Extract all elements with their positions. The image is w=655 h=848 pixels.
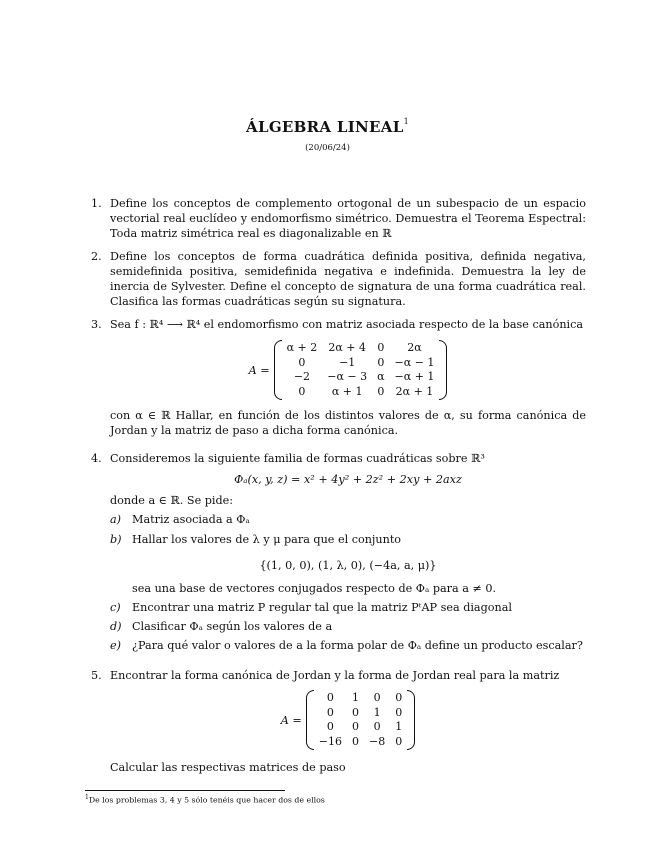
matrix-cell: 0	[352, 734, 359, 748]
matrix-cell: 2α	[407, 341, 422, 354]
part-a	[110, 512, 586, 532]
matrix-cell: 0	[298, 355, 306, 369]
problem-1	[91, 196, 586, 241]
left-paren	[306, 690, 314, 750]
matrix-cell: 2α + 1	[395, 384, 434, 398]
part-d	[110, 619, 586, 638]
vector-set-after: sea una base de vectores conjugados respecto de Φₐ para a ≠ 0.	[132, 582, 497, 595]
matrix-row	[314, 720, 407, 735]
part-text: ¿Para qué valor o valores de a la forma polar de Φₐ define un producto escalar?	[132, 639, 583, 652]
right-paren	[407, 690, 415, 750]
matrix-cell: α + 1	[331, 384, 363, 398]
problem-where: donde a ∈ ℝ. Se pide:	[110, 494, 234, 507]
matrix-cell: −1	[339, 355, 356, 369]
problem-number: 1.	[91, 197, 102, 210]
matrix-table	[314, 691, 407, 749]
problem-number: 2.	[91, 250, 102, 263]
part-label: e)	[110, 639, 121, 652]
matrix-row	[314, 691, 407, 706]
part-text: Encontrar una matriz P regular tal que la matriz PᵗAP sea diagonal	[132, 601, 512, 614]
part-label: a)	[110, 513, 122, 526]
matrix-a	[110, 690, 586, 750]
matrix-cell: 1	[352, 691, 359, 704]
problem-after: Calcular las respectivas matrices de paso	[110, 761, 346, 774]
vector-set: {(1, 0, 0), (1, λ, 0), (−4a, a, μ)}	[259, 559, 437, 572]
matrix-cell: 0	[373, 720, 381, 733]
matrix-cell: 0	[298, 384, 306, 398]
part-label: d)	[110, 620, 122, 633]
footnote-rule	[85, 790, 285, 791]
problem-5	[91, 668, 586, 775]
part-text: Matriz asociada a Φₐ	[132, 513, 250, 526]
problem-text: Define los conceptos de forma cuadrática definida positiva, definida negativa, semidefinida positiva, semidefinida negativa e indefinida. Demuestra la ley de inercia de Sylvester. Define el concepto de signatura de una forma cuadrática real. Clasifica las formas cuadráticas según su signatura.	[110, 250, 586, 308]
matrix-cell: −8	[369, 734, 386, 748]
matrix-cell: 0	[373, 691, 381, 704]
matrix-cell: α + 2	[286, 341, 318, 354]
matrix-row	[282, 341, 440, 356]
footnote-mark: 1	[85, 794, 89, 801]
matrix-cell: 0	[395, 705, 403, 719]
matrix-cell: 1	[395, 720, 403, 733]
matrix-cell: −α + 1	[394, 370, 435, 383]
part-e	[110, 638, 586, 657]
matrix-cell: 0	[326, 691, 334, 704]
matrix-label: A =	[248, 363, 270, 377]
matrix-cell: −2	[293, 370, 311, 383]
matrix-cell: 1	[373, 705, 381, 719]
problem-number: 3.	[91, 318, 102, 331]
matrix-row	[314, 706, 407, 721]
matrix-a	[110, 340, 586, 400]
matrix-cell: 0	[326, 705, 334, 719]
matrix-cell: 0	[395, 734, 403, 748]
matrix-cell: 0	[377, 384, 385, 398]
problem-number: 4.	[91, 452, 102, 465]
problem-intro: Encontrar la forma canónica de Jordan y la forma de Jordan real para la matriz	[110, 669, 560, 682]
matrix-row	[282, 370, 440, 385]
matrix-row	[282, 356, 440, 371]
matrix-cell: 0	[352, 720, 359, 733]
part-label: c)	[110, 601, 121, 614]
matrix-table	[282, 341, 440, 399]
left-paren	[274, 340, 282, 400]
matrix-cell: 0	[395, 691, 403, 704]
part-b	[110, 532, 586, 550]
part-text: Hallar los valores de λ y μ para que el conjunto	[132, 533, 402, 546]
problem-intro: Consideremos la siguiente familia de formas cuadráticas sobre ℝ³	[110, 452, 485, 465]
matrix-cell: 0	[352, 705, 359, 719]
matrix-row	[314, 735, 407, 750]
problem-text: Define los conceptos de complemento ortogonal de un subespacio de un espacio vectorial real euclídeo y endomorfismo simétrico. Demuestra el Teorema Espectral: Toda matriz simétrica real es diagonalizable en ℝ	[110, 197, 586, 240]
matrix-row	[282, 385, 440, 400]
footnote	[85, 794, 325, 805]
footnote-text: De los problemas 3, 4 y 5 sólo tenéis que hacer dos de ellos	[88, 795, 325, 805]
problem-after: con α ∈ ℝ Hallar, en función de los distintos valores de α, su forma canónica de Jordan y la matriz de paso a dicha forma canónica.	[110, 409, 586, 437]
problem-4	[91, 451, 586, 657]
matrix-cell: 0	[377, 355, 385, 369]
problem-intro: Sea f : ℝ⁴ ⟶ ℝ⁴ el endomorfismo con matriz asociada respecto de la base canónica	[110, 318, 584, 331]
matrix-cell: 0	[326, 720, 334, 733]
problem-2	[91, 249, 586, 309]
right-paren	[439, 340, 447, 400]
quadratic-form-formula: Φₐ(x, y, z) = x² + 4y² + 2z² + 2xy + 2axz	[234, 473, 462, 486]
matrix-cell: 0	[377, 341, 385, 354]
matrix-cell: 2α + 4	[328, 341, 366, 354]
part-c	[110, 600, 586, 619]
problem-number: 5.	[91, 669, 102, 682]
exam-title: ÁLGEBRA LINEAL$^1$	[246, 117, 409, 136]
matrix-cell: −α − 3	[327, 370, 368, 383]
title-footnote-mark: 1	[403, 117, 409, 126]
matrix-label: A =	[280, 713, 302, 727]
problem-3	[91, 317, 586, 438]
part-text: Clasificar Φₐ según los valores de a	[132, 620, 333, 633]
matrix-cell: −α − 1	[394, 355, 435, 369]
part-label: b)	[110, 533, 122, 546]
matrix-cell: α	[377, 370, 385, 383]
matrix-cell: −16	[318, 734, 342, 748]
exam-date: (20/06/24)	[305, 143, 350, 153]
